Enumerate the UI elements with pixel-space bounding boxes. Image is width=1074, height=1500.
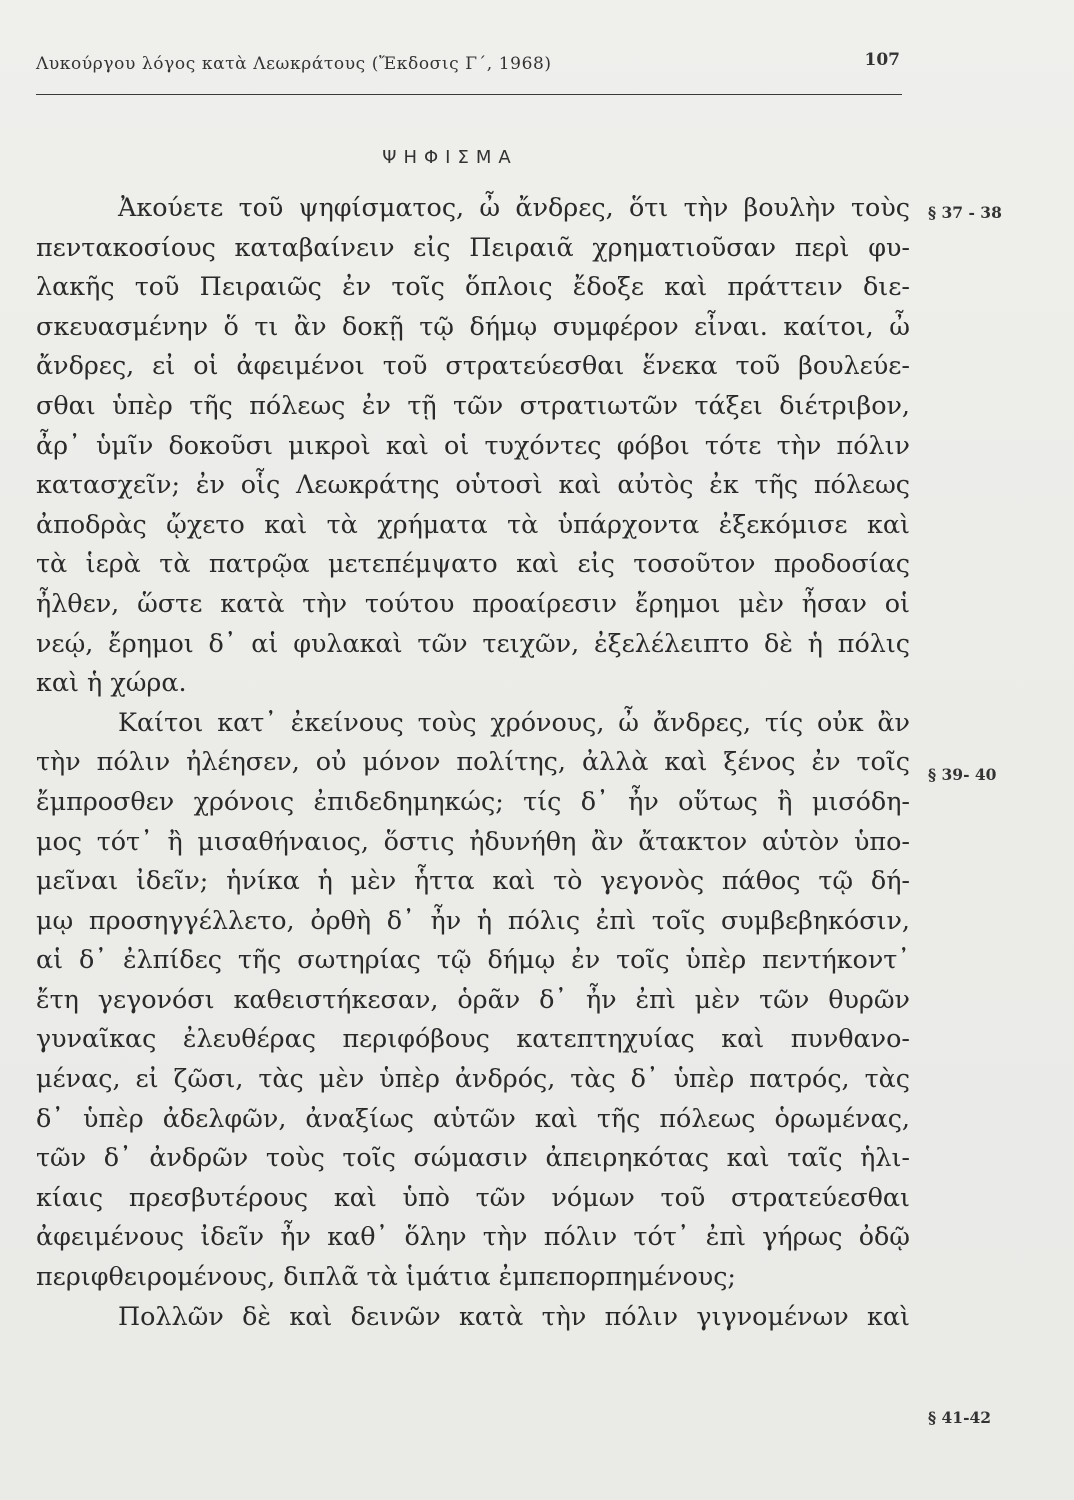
text-line: ἀφειμένους ἰδεῖν ἦν καθ᾽ ὅλην τὴν πόλιν τότ᾽ ἐπὶ γήρως ὀδῷ <box>36 1221 910 1252</box>
text-line: τὰ ἱερὰ τὰ πατρῷα μετεπέμψατο καὶ εἰς τοσοῦτον προδοσίας <box>36 548 910 579</box>
text-line: αἱ δ᾽ ἐλπίδες τῆς σωτηρίας τῷ δήμῳ ἐν τοῖς ὑπὲρ πεντήκοντ᾽ <box>36 944 910 975</box>
text-line: σθαι ὑπὲρ τῆς πόλεως ἐν τῇ τῶν στρατιωτῶν τάξει διέτριβον, <box>36 389 910 420</box>
text-line: νεῴ, ἔρημοι δ᾽ αἱ φυλακαὶ τῶν τειχῶν, ἐξελέλειπτο δὲ ἡ πόλις <box>36 627 910 658</box>
margin-section-note: § 41-42 <box>928 1408 992 1427</box>
margin-section-note: § 37 - 38 <box>928 203 1002 222</box>
page-number: 107 <box>864 50 900 70</box>
text-line: μος τότ᾽ ἢ μισαθήναιος, ὅστις ἠδυνήθη ἂν ἄτακτον αὑτὸν ὑπο- <box>36 825 910 856</box>
text-line: ἔτη γεγονόσι καθειστήκεσαν, ὁρᾶν δ᾽ ἦν ἐπὶ μὲν τῶν θυρῶν <box>36 983 910 1014</box>
text-line: περιφθειρομένους, διπλᾶ τὰ ἱμάτια ἐμπεπορπημένους; <box>36 1261 736 1292</box>
text-line: Πολλῶν δὲ καὶ δεινῶν κατὰ τὴν πόλιν γιγνομένων καὶ <box>118 1300 910 1331</box>
text-line: ἆρ᾽ ὑμῖν δοκοῦσι μικροὶ καὶ οἱ τυχόντες φόβοι τότε τὴν πόλιν <box>36 429 910 460</box>
body-text <box>36 188 910 1336</box>
text-line: κατασχεῖν; ἐν οἷς Λεωκράτης οὑτοσὶ καὶ αὐτὸς ἐκ τῆς πόλεως <box>36 469 910 500</box>
text-line: δ᾽ ὑπὲρ ἀδελφῶν, ἀναξίως αὑτῶν καὶ τῆς πόλεως ὁρωμένας, <box>36 1102 910 1133</box>
text-line: ἄνδρες, εἰ οἱ ἀφειμένοι τοῦ στρατεύεσθαι ἕνεκα τοῦ βουλεύε- <box>36 350 910 381</box>
text-line: τὴν πόλιν ἠλέησεν, οὐ μόνον πολίτης, ἀλλὰ καὶ ξένος ἐν τοῖς <box>36 746 910 777</box>
text-line: καὶ ἡ χώρα. <box>36 667 187 698</box>
text-line: μῳ προσηγγέλλετο, ὀρθὴ δ᾽ ἦν ἡ πόλις ἐπὶ τοῖς συμβεβηκόσιν, <box>36 904 910 935</box>
running-title: Λυκούργου λόγος κατὰ Λεωκράτους (Ἔκδοσις Γ΄, 1968) <box>36 54 552 74</box>
margin-section-note: § 39- 40 <box>928 765 997 784</box>
text-line: ἀποδρὰς ᾤχετο καὶ τὰ χρήματα τὰ ὑπάρχοντα ἐξεκόμισε καὶ <box>36 508 910 539</box>
text-line: λακῆς τοῦ Πειραιῶς ἐν τοῖς ὅπλοις ἔδοξε καὶ πράττειν διε- <box>36 271 910 302</box>
text-line: Καίτοι κατ᾽ ἐκείνους τοὺς χρόνους, ὦ ἄνδρες, τίς οὐκ ἂν <box>118 706 910 737</box>
text-line: σκευασμένην ὅ τι ἂν δοκῇ τῷ δήμῳ συμφέρον εἶναι. καίτοι, ὦ <box>36 310 910 341</box>
text-line: ἦλθεν, ὥστε κατὰ τὴν τούτου προαίρεσιν ἔρημοι μὲν ἦσαν οἱ <box>36 587 910 618</box>
text-line: μένας, εἰ ζῶσι, τὰς μὲν ὑπὲρ ἀνδρός, τὰς δ᾽ ὑπὲρ πατρός, τὰς <box>36 1063 910 1094</box>
section-title: ΨΗΦΙΣΜΑ <box>382 147 518 168</box>
text-line: πεντακοσίους καταβαίνειν εἰς Πειραιᾶ χρηματιοῦσαν περὶ φυ- <box>36 231 910 262</box>
text-line: τῶν δ᾽ ἀνδρῶν τοὺς τοῖς σώμασιν ἀπειρηκότας καὶ ταῖς ἡλι- <box>36 1142 910 1173</box>
text-line: γυναῖκας ἐλευθέρας περιφόβους κατεπτηχυίας καὶ πυνθανο- <box>36 1023 910 1054</box>
text-line: μεῖναι ἰδεῖν; ἡνίκα ἡ μὲν ἧττα καὶ τὸ γεγονὸς πάθος τῷ δή- <box>36 865 910 896</box>
running-header <box>36 50 902 95</box>
text-line: Ἀκούετε τοῦ ψηφίσματος, ὦ ἄνδρες, ὅτι τὴν βουλὴν τοὺς <box>118 192 910 222</box>
text-line: κίαις πρεσβυτέρους καὶ ὑπὸ τῶν νόμων τοῦ στρατεύεσθαι <box>36 1181 910 1212</box>
text-line: ἔμπροσθεν χρόνοις ἐπιδεδημηκώς; τίς δ᾽ ἦν οὕτως ἢ μισόδη- <box>36 785 910 816</box>
